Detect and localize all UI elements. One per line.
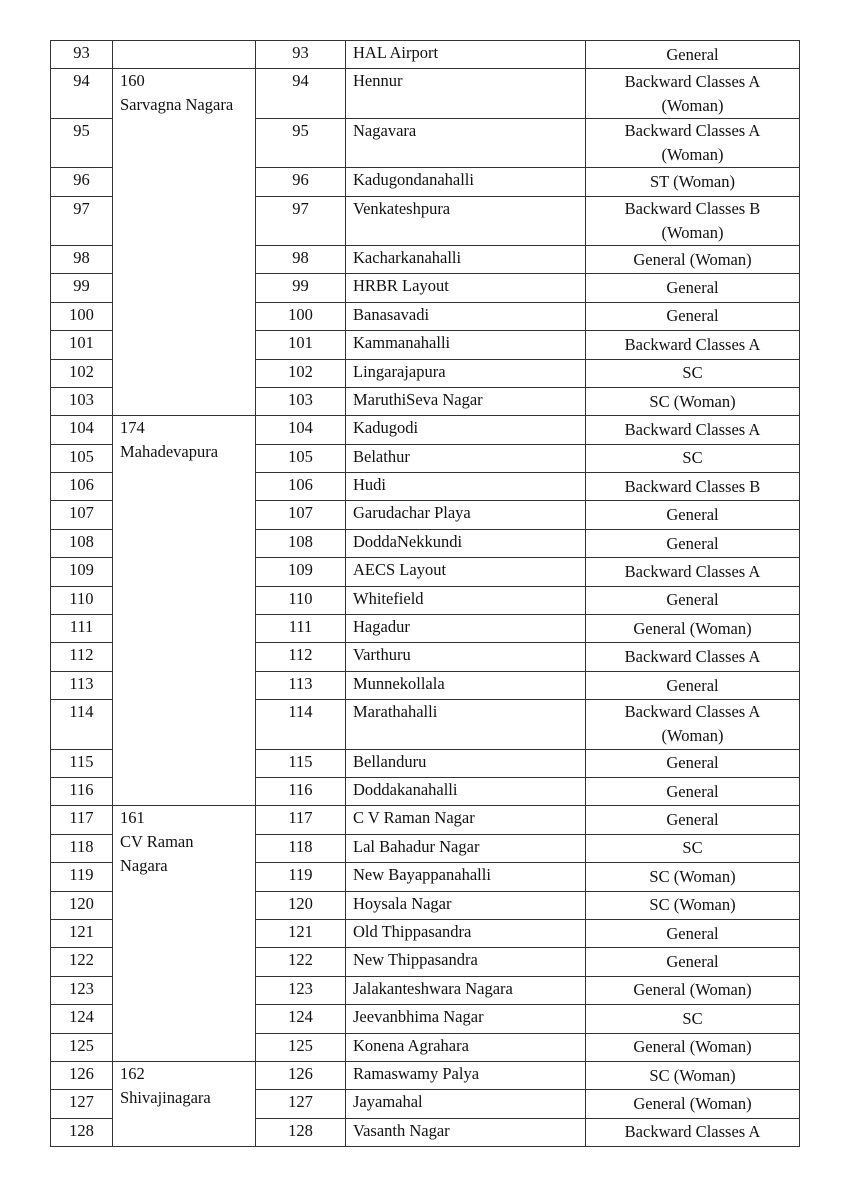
table-row xyxy=(51,69,800,118)
category-line: SC (Woman) xyxy=(649,1065,736,1085)
serial-number-cell: 124 xyxy=(51,1005,113,1033)
ward-name-cell: HAL Airport xyxy=(346,41,586,69)
ward-name-cell: Jeevanbhima Nagar xyxy=(346,1005,586,1033)
ward-name-cell: Bellanduru xyxy=(346,749,586,777)
category-line: Backward Classes B xyxy=(624,476,761,496)
serial-number-cell: 104 xyxy=(51,416,113,444)
serial-number-cell: 98 xyxy=(51,245,113,273)
reservation-category-cell xyxy=(586,359,800,387)
reservation-category-cell xyxy=(586,834,800,862)
ward-name-cell: Hoysala Nagar xyxy=(346,891,586,919)
ward-name-cell: MaruthiSeva Nagar xyxy=(346,387,586,415)
reservation-category-cell xyxy=(586,1005,800,1033)
reservation-category-cell xyxy=(586,558,800,586)
reservation-category-cell xyxy=(586,118,800,167)
constituency-number: 161 xyxy=(120,808,145,828)
ward-number-cell: 117 xyxy=(256,806,346,834)
category-line: (Woman) xyxy=(661,726,724,746)
ward-name-cell: Hagadur xyxy=(346,615,586,643)
reservation-category-cell xyxy=(586,976,800,1004)
category-line: General xyxy=(666,590,719,610)
category-line: SC (Woman) xyxy=(649,895,736,915)
ward-number-cell: 116 xyxy=(256,777,346,805)
ward-number-cell: 106 xyxy=(256,473,346,501)
serial-number-cell: 117 xyxy=(51,806,113,834)
ward-name-cell: Kadugondanahalli xyxy=(346,168,586,196)
ward-reservation-table xyxy=(50,40,800,1147)
ward-name-cell: DoddaNekkundi xyxy=(346,529,586,557)
table-row xyxy=(51,1061,800,1089)
ward-number-cell: 99 xyxy=(256,274,346,302)
ward-name-cell: Nagavara xyxy=(346,118,586,167)
ward-number-cell: 114 xyxy=(256,700,346,749)
ward-number-cell: 113 xyxy=(256,671,346,699)
ward-name-cell: Lal Bahadur Nagar xyxy=(346,834,586,862)
reservation-category-cell xyxy=(586,302,800,330)
category-line: General (Woman) xyxy=(633,249,752,269)
ward-number-cell: 107 xyxy=(256,501,346,529)
serial-number-cell: 128 xyxy=(51,1118,113,1146)
reservation-category-cell xyxy=(586,331,800,359)
category-line: ST (Woman) xyxy=(650,171,735,191)
constituency-number: 174 xyxy=(120,418,145,438)
reservation-category-cell xyxy=(586,245,800,273)
ward-name-cell: Jayamahal xyxy=(346,1090,586,1118)
serial-number-cell: 105 xyxy=(51,444,113,472)
ward-number-cell: 126 xyxy=(256,1061,346,1089)
category-line: Backward Classes A xyxy=(624,561,761,581)
ward-name-cell: Ramaswamy Palya xyxy=(346,1061,586,1089)
category-line: Backward Classes A xyxy=(624,702,761,722)
ward-number-cell: 118 xyxy=(256,834,346,862)
ward-name-cell: Garudachar Playa xyxy=(346,501,586,529)
ward-name-cell: Whitefield xyxy=(346,586,586,614)
serial-number-cell: 125 xyxy=(51,1033,113,1061)
reservation-category-cell xyxy=(586,671,800,699)
assembly-constituency-cell xyxy=(113,806,256,1062)
category-line: General xyxy=(666,505,719,525)
constituency-number: 160 xyxy=(120,71,145,91)
ward-number-cell: 111 xyxy=(256,615,346,643)
category-line: SC (Woman) xyxy=(649,866,736,886)
reservation-category-cell xyxy=(586,919,800,947)
serial-number-cell: 123 xyxy=(51,976,113,1004)
serial-number-cell: 106 xyxy=(51,473,113,501)
serial-number-cell: 122 xyxy=(51,948,113,976)
reservation-category-cell xyxy=(586,416,800,444)
category-line: General (Woman) xyxy=(633,980,752,1000)
ward-name-cell: New Thippasandra xyxy=(346,948,586,976)
ward-number-cell: 104 xyxy=(256,416,346,444)
serial-number-cell: 101 xyxy=(51,331,113,359)
reservation-category-cell xyxy=(586,501,800,529)
reservation-category-cell xyxy=(586,643,800,671)
ward-number-cell: 98 xyxy=(256,245,346,273)
ward-name-cell: Doddakanahalli xyxy=(346,777,586,805)
ward-number-cell: 95 xyxy=(256,118,346,167)
ward-number-cell: 112 xyxy=(256,643,346,671)
reservation-category-cell xyxy=(586,806,800,834)
ward-name-cell: Kacharkanahalli xyxy=(346,245,586,273)
category-line: SC xyxy=(682,363,703,383)
category-line: General (Woman) xyxy=(633,1093,752,1113)
ward-name-cell: Munnekollala xyxy=(346,671,586,699)
ward-number-cell: 93 xyxy=(256,41,346,69)
ward-number-cell: 94 xyxy=(256,69,346,118)
category-line: General xyxy=(666,753,719,773)
ward-number-cell: 125 xyxy=(256,1033,346,1061)
ward-number-cell: 119 xyxy=(256,863,346,891)
ward-number-cell: 122 xyxy=(256,948,346,976)
ward-number-cell: 96 xyxy=(256,168,346,196)
reservation-category-cell xyxy=(586,948,800,976)
ward-name-cell: AECS Layout xyxy=(346,558,586,586)
category-line: Backward Classes A xyxy=(624,647,761,667)
constituency-name: CV Raman xyxy=(120,832,194,852)
assembly-constituency-cell xyxy=(113,69,256,416)
reservation-category-cell xyxy=(586,196,800,245)
serial-number-cell: 97 xyxy=(51,196,113,245)
category-line: SC xyxy=(682,448,703,468)
ward-name-cell: New Bayappanahalli xyxy=(346,863,586,891)
serial-number-cell: 107 xyxy=(51,501,113,529)
ward-number-cell: 115 xyxy=(256,749,346,777)
ward-name-cell: Hennur xyxy=(346,69,586,118)
category-line: General (Woman) xyxy=(633,1037,752,1057)
assembly-constituency-cell xyxy=(113,416,256,806)
serial-number-cell: 110 xyxy=(51,586,113,614)
reservation-category-cell xyxy=(586,777,800,805)
ward-name-cell: Kadugodi xyxy=(346,416,586,444)
ward-number-cell: 105 xyxy=(256,444,346,472)
constituency-name: Sarvagna Nagara xyxy=(120,95,234,115)
category-line: SC (Woman) xyxy=(649,391,736,411)
reservation-category-cell xyxy=(586,168,800,196)
ward-number-cell: 109 xyxy=(256,558,346,586)
reservation-category-cell xyxy=(586,473,800,501)
ward-name-cell: Konena Agrahara xyxy=(346,1033,586,1061)
category-line: General (Woman) xyxy=(633,618,752,638)
ward-number-cell: 123 xyxy=(256,976,346,1004)
category-line: Backward Classes A xyxy=(624,1122,761,1142)
reservation-category-cell xyxy=(586,529,800,557)
ward-name-cell: Hudi xyxy=(346,473,586,501)
category-line: (Woman) xyxy=(661,144,724,164)
ward-name-cell: Banasavadi xyxy=(346,302,586,330)
serial-number-cell: 102 xyxy=(51,359,113,387)
serial-number-cell: 103 xyxy=(51,387,113,415)
serial-number-cell: 126 xyxy=(51,1061,113,1089)
reservation-category-cell xyxy=(586,863,800,891)
category-line: General xyxy=(666,278,719,298)
serial-number-cell: 121 xyxy=(51,919,113,947)
ward-number-cell: 103 xyxy=(256,387,346,415)
category-line: Backward Classes A xyxy=(624,120,761,140)
category-line: Backward Classes A xyxy=(624,334,761,354)
reservation-category-cell xyxy=(586,69,800,118)
reservation-category-cell xyxy=(586,1061,800,1089)
constituency-number: 162 xyxy=(120,1063,145,1083)
ward-name-cell: Vasanth Nagar xyxy=(346,1118,586,1146)
ward-name-cell: C V Raman Nagar xyxy=(346,806,586,834)
serial-number-cell: 108 xyxy=(51,529,113,557)
serial-number-cell: 111 xyxy=(51,615,113,643)
reservation-category-cell xyxy=(586,274,800,302)
ward-number-cell: 110 xyxy=(256,586,346,614)
category-line: (Woman) xyxy=(661,95,724,115)
ward-name-cell: Venkateshpura xyxy=(346,196,586,245)
category-line: SC xyxy=(682,838,703,858)
ward-name-cell: Old Thippasandra xyxy=(346,919,586,947)
reservation-category-cell xyxy=(586,41,800,69)
serial-number-cell: 127 xyxy=(51,1090,113,1118)
category-line: General xyxy=(666,952,719,972)
ward-number-cell: 127 xyxy=(256,1090,346,1118)
serial-number-cell: 109 xyxy=(51,558,113,586)
ward-number-cell: 101 xyxy=(256,331,346,359)
ward-name-cell: Kammanahalli xyxy=(346,331,586,359)
category-line: General xyxy=(666,781,719,801)
serial-number-cell: 115 xyxy=(51,749,113,777)
ward-name-cell: Belathur xyxy=(346,444,586,472)
ward-number-cell: 108 xyxy=(256,529,346,557)
ward-number-cell: 121 xyxy=(256,919,346,947)
serial-number-cell: 100 xyxy=(51,302,113,330)
reservation-category-cell xyxy=(586,444,800,472)
category-line: General xyxy=(666,810,719,830)
serial-number-cell: 119 xyxy=(51,863,113,891)
serial-number-cell: 118 xyxy=(51,834,113,862)
ward-number-cell: 120 xyxy=(256,891,346,919)
serial-number-cell: 96 xyxy=(51,168,113,196)
category-line: Backward Classes B xyxy=(624,198,761,218)
category-line: General xyxy=(666,533,719,553)
constituency-name: Shivajinagara xyxy=(120,1087,211,1107)
ward-number-cell: 128 xyxy=(256,1118,346,1146)
serial-number-cell: 112 xyxy=(51,643,113,671)
category-line: General xyxy=(666,306,719,326)
ward-number-cell: 100 xyxy=(256,302,346,330)
ward-name-cell: Marathahalli xyxy=(346,700,586,749)
ward-number-cell: 124 xyxy=(256,1005,346,1033)
category-line: Backward Classes A xyxy=(624,419,761,439)
reservation-category-cell xyxy=(586,1118,800,1146)
reservation-category-cell xyxy=(586,891,800,919)
serial-number-cell: 113 xyxy=(51,671,113,699)
category-line: General xyxy=(666,675,719,695)
reservation-category-cell xyxy=(586,586,800,614)
serial-number-cell: 93 xyxy=(51,41,113,69)
ward-name-cell: Jalakanteshwara Nagara xyxy=(346,976,586,1004)
ward-name-cell: Varthuru xyxy=(346,643,586,671)
constituency-name: Nagara xyxy=(120,856,168,876)
category-line: (Woman) xyxy=(661,222,724,242)
reservation-category-cell xyxy=(586,615,800,643)
table-row xyxy=(51,806,800,834)
reservation-category-cell xyxy=(586,700,800,749)
serial-number-cell: 116 xyxy=(51,777,113,805)
ward-name-cell: HRBR Layout xyxy=(346,274,586,302)
reservation-category-cell xyxy=(586,387,800,415)
constituency-name: Mahadevapura xyxy=(120,442,219,462)
table-row xyxy=(51,41,800,69)
ward-number-cell: 102 xyxy=(256,359,346,387)
serial-number-cell: 94 xyxy=(51,69,113,118)
ward-number-cell: 97 xyxy=(256,196,346,245)
category-line: Backward Classes A xyxy=(624,71,761,91)
reservation-category-cell xyxy=(586,1033,800,1061)
reservation-category-cell xyxy=(586,749,800,777)
serial-number-cell: 95 xyxy=(51,118,113,167)
ward-name-cell: Lingarajapura xyxy=(346,359,586,387)
assembly-constituency-cell xyxy=(113,1061,256,1146)
category-line: General xyxy=(666,44,719,64)
assembly-constituency-cell xyxy=(113,41,256,69)
serial-number-cell: 120 xyxy=(51,891,113,919)
table-row xyxy=(51,416,800,444)
serial-number-cell: 99 xyxy=(51,274,113,302)
table-body xyxy=(51,41,800,1147)
serial-number-cell: 114 xyxy=(51,700,113,749)
reservation-category-cell xyxy=(586,1090,800,1118)
category-line: General xyxy=(666,923,719,943)
category-line: SC xyxy=(682,1008,703,1028)
